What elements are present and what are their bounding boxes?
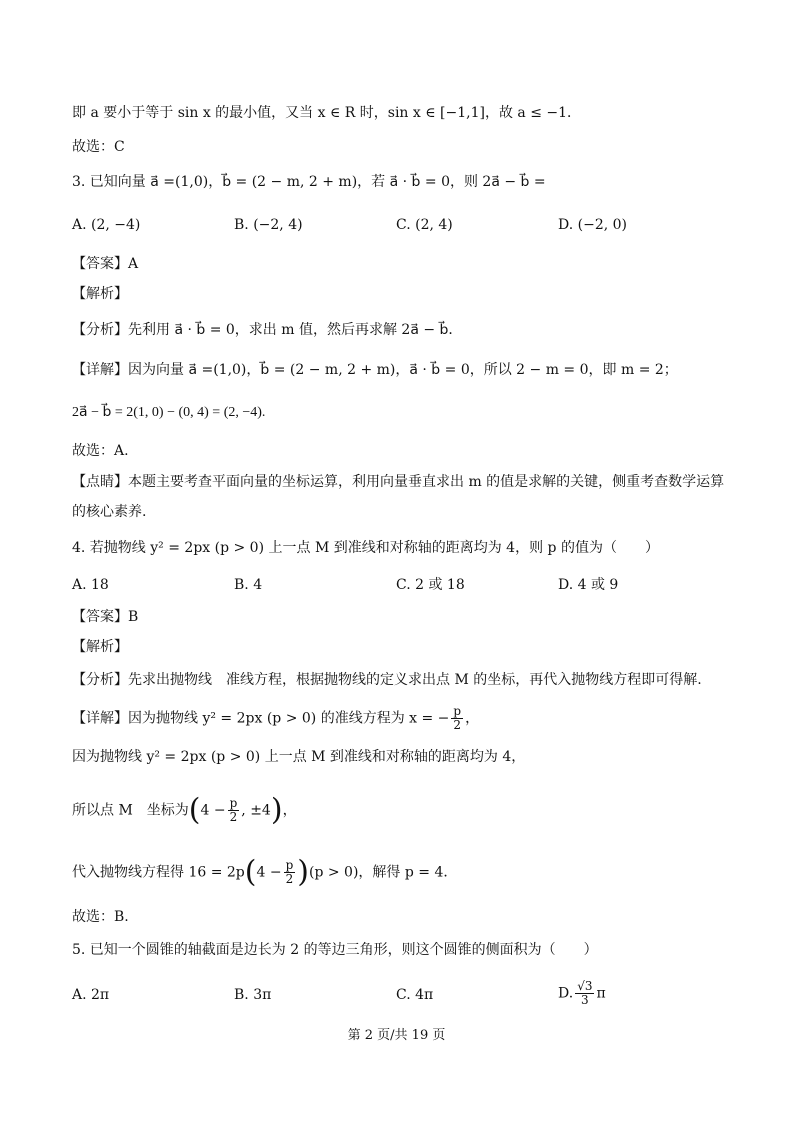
- analysis-text: 【分析】先利用 a⃗ · b⃗ = 0，求出 m 值，然后再求解 2a⃗ − b⃗．: [72, 322, 463, 338]
- comment-text: 【点睛】本题主要考查平面向量的坐标运算，利用向量垂直求出 m 的值是求解的关键，侧重考查数学运算: [72, 474, 725, 490]
- fraction: [575, 980, 594, 1007]
- q4-option-c: C. 2 或 18: [396, 577, 465, 593]
- detail-text: 【详解】因为向量 a⃗ =(1,0)，b⃗ = (2 − m, 2 + m)，a⃗ · b⃗ = 0，所以 2 − m = 0，即 m = 2；: [72, 362, 678, 378]
- detail-text-start: 【详解】因为抛物线 y² = 2px (p > 0) 的准线方程为 x = −: [72, 710, 450, 727]
- selection: 故选：A.: [72, 443, 129, 459]
- detail-text: [72, 705, 479, 732]
- substitution-end: (p > 0)，解得 p = 4．: [308, 864, 458, 881]
- fraction-denominator: 2: [229, 810, 238, 824]
- text-line: 故选：C: [72, 139, 125, 155]
- comment-text: 的核心素养.: [72, 504, 147, 520]
- coordinate-text: 所以点 M 坐标为: [72, 802, 189, 819]
- analysis-label: 【解析】: [72, 639, 128, 655]
- fraction-numerator: √3: [577, 979, 593, 993]
- coordinate-end: ，: [282, 802, 297, 819]
- detail-text-end: ，: [465, 710, 480, 727]
- coordinate-expression: 4 −: [200, 802, 226, 819]
- q3-option-a: A. (2, −4): [72, 217, 141, 233]
- fraction: [284, 859, 296, 886]
- text-line: 即 a 要小于等于 sin x 的最小值，又当 x ∈ R 时，sin x ∈ [−1,1]，故 a ≤ −1．: [72, 105, 582, 121]
- coordinate-line: 所以点 M 坐标为(4 − $\frac{p}{2}$ , ±4)，: [72, 792, 297, 828]
- calculation: 2a⃗ − b⃗ = 2(1, 0) − (0, 4) = (2, −4).: [72, 405, 266, 420]
- q5-option-c: C. 4π: [396, 987, 434, 1003]
- substitution-expression: 4 −: [256, 864, 282, 881]
- page-footer: 第 2 页/共 19 页: [347, 1028, 446, 1043]
- q3-option-c: C. (2, 4): [396, 217, 453, 233]
- fraction-numerator: p: [229, 796, 238, 810]
- answer-label: 【答案】B: [72, 609, 139, 625]
- substitution-text: 代入抛物线方程得 16 = 2p: [72, 864, 245, 881]
- selection: 故选：B.: [72, 909, 129, 925]
- q5-option-a: A. 2π: [72, 987, 110, 1003]
- fraction: [451, 705, 463, 732]
- coordinate-tail: , ±4: [241, 802, 271, 819]
- q5-option-b: B. 3π: [234, 987, 272, 1003]
- pi-symbol: π: [596, 985, 606, 1002]
- q4-option-b: B. 4: [234, 577, 263, 593]
- q4-option-d: D. 4 或 9: [558, 577, 619, 593]
- fraction-denominator: 3: [581, 993, 589, 1007]
- question-5: 5. 已知一个圆锥的轴截面是边长为 2 的等边三角形，则这个圆锥的侧面积为（ ）: [72, 942, 598, 958]
- fraction: [228, 797, 240, 824]
- question-4: 4. 若抛物线 y² = 2px (p > 0) 上一点 M 到准线和对称轴的距离均为 4，则 p 的值为（ ）: [72, 540, 659, 556]
- analysis-text: 【分析】先求出抛物线 准线方程，根据抛物线的定义求出点 M 的坐标，再代入抛物线方程即可得解.: [72, 672, 702, 688]
- fraction-numerator: p: [285, 858, 294, 872]
- fraction-denominator: 2: [285, 872, 294, 886]
- answer-label: 【答案】A: [72, 256, 139, 272]
- q3-option-d: D. (−2, 0): [558, 217, 627, 233]
- q4-option-a: A. 18: [72, 577, 109, 593]
- analysis-label: 【解析】: [72, 286, 128, 302]
- fraction-denominator: 2: [453, 718, 462, 732]
- substitution-line: 代入抛物线方程得 16 = 2p(4 − $\frac{p}{2}$ )(p > 0)，解得 p = 4．: [72, 854, 458, 890]
- q5-option-d: [558, 980, 606, 1007]
- option-letter: D.: [558, 985, 574, 1002]
- q3-option-b: B. (−2, 4): [234, 217, 303, 233]
- question-3: 3. 已知向量 a⃗ =(1,0)，b⃗ = (2 − m, 2 + m)，若 a⃗ · b⃗ = 0，则 2a⃗ − b⃗ =: [72, 174, 546, 190]
- fraction-numerator: p: [453, 704, 462, 718]
- detail-text: 因为抛物线 y² = 2px (p > 0) 上一点 M 到准线和对称轴的距离均为 4，: [72, 749, 526, 765]
